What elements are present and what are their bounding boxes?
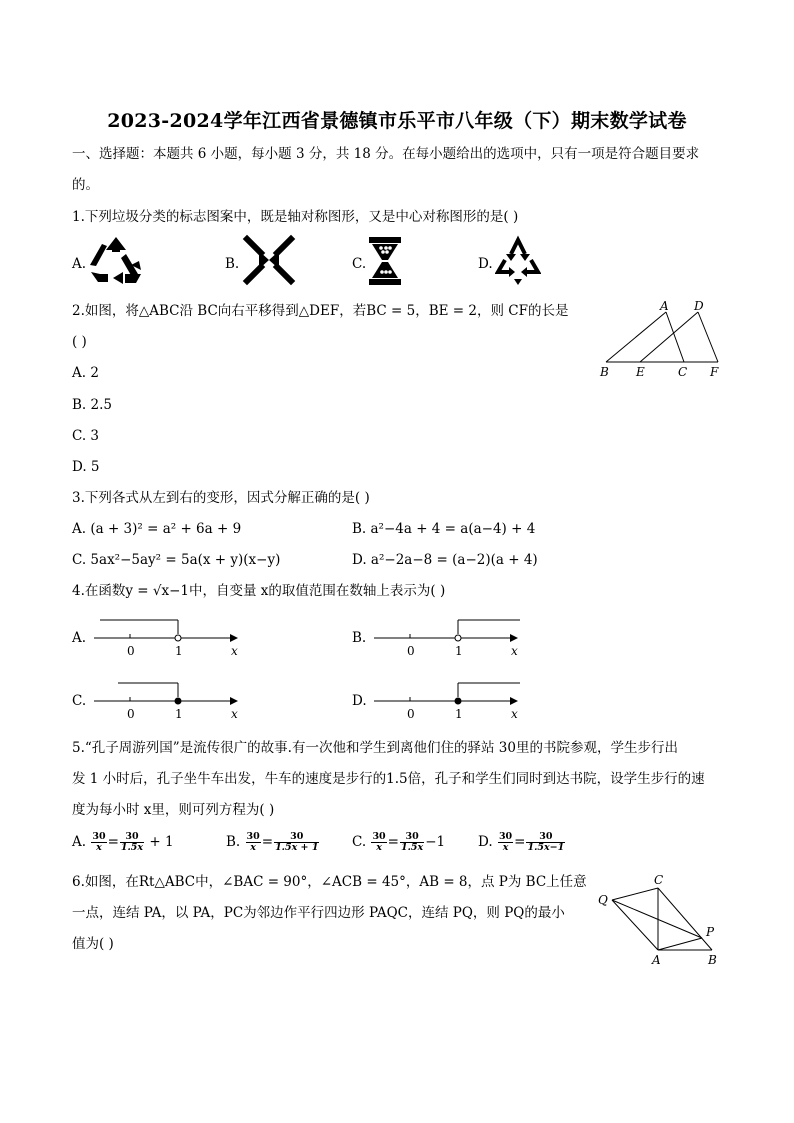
q2-stem: 2.如图，将△ABC沿 BC向右平移得到△DEF，若BC = 5，BE = 2，则 CF的长是 bbox=[72, 303, 569, 319]
q3-option-a: A. (a + 3)² = a² + 6a + 9 bbox=[72, 521, 242, 537]
q5-option-a: A. $\frac{30}{x}$ = $\frac{30}{1.5x}$ + 1 bbox=[72, 831, 174, 853]
recycle-triangle-icon bbox=[86, 234, 146, 286]
label-c: C bbox=[678, 365, 688, 379]
q4-numberline-a bbox=[90, 612, 250, 660]
q6-line1: 6.如图，在Rt△ABC中，∠BAC = 90°，∠ACB = 45°，AB = 8，点 P为 BC上任意 bbox=[72, 874, 587, 890]
svg-text:1: 1 bbox=[455, 707, 463, 721]
q4-stem: 4.在函数y = √x−1中，自变量 x的取值范围在数轴上表示为( ) bbox=[72, 583, 446, 599]
section-heading-cont: 的。 bbox=[72, 177, 99, 193]
q4-option-a-label: A. bbox=[72, 630, 87, 646]
q5-option-d: D. $\frac{30}{x}$ = $\frac{30}{1.5x-1}$ bbox=[478, 831, 565, 853]
q3-option-c: C. 5ax²−5ay² = 5a(x + y)(x−y) bbox=[72, 552, 281, 568]
svg-text:0: 0 bbox=[407, 707, 415, 721]
q6-figure bbox=[594, 872, 730, 968]
q1-option-c-label: C. bbox=[352, 256, 367, 272]
q4-numberline-b bbox=[370, 612, 530, 660]
q4-option-b-label: B. bbox=[352, 630, 367, 646]
q5-option-c: C. $\frac{30}{x}$ = $\frac{30}{1.5x}$ −1 bbox=[352, 831, 446, 853]
q2-option-d: D. 5 bbox=[72, 459, 100, 475]
svg-text:x: x bbox=[511, 644, 518, 658]
q1-option-a-label: A. bbox=[72, 256, 87, 272]
label-a: A bbox=[652, 953, 661, 967]
q2-option-c: C. 3 bbox=[72, 428, 100, 444]
q5-line2: 发 1 小时后，孔子坐牛车出发，牛车的速度是步行的1.5倍，孔子和学生们同时到达书院，设学生步行的速 bbox=[72, 771, 705, 787]
broken-triangle-icon bbox=[495, 234, 541, 286]
svg-text:1: 1 bbox=[455, 644, 463, 658]
q5-option-b: B. $\frac{30}{x}$ = $\frac{30}{1.5x + 1}$ bbox=[226, 831, 319, 853]
svg-text:0: 0 bbox=[407, 644, 415, 658]
q5-line1: 5.“孔子周游列国”是流传很广的故事.有一次他和学生到离他们住的驿站 30里的书院参观，学生步行出 bbox=[72, 740, 678, 756]
q4-numberline-d bbox=[370, 675, 530, 723]
label-p: P bbox=[706, 925, 715, 939]
label-c: C bbox=[654, 873, 664, 887]
label-q: Q bbox=[598, 893, 608, 907]
svg-text:1: 1 bbox=[175, 644, 183, 658]
q1-option-b-label: B. bbox=[225, 256, 240, 272]
section-heading: 一、选择题：本题共 6 小题，每小题 3 分，共 18 分。在每小题给出的选项中，只有一项是符合题目要求 bbox=[72, 146, 700, 162]
q4-numberline-c bbox=[90, 675, 250, 723]
q2-option-b: B. 2.5 bbox=[72, 397, 112, 413]
label-b: B bbox=[708, 953, 717, 967]
page-title: 2023-2024学年江西省景德镇市乐平市八年级（下）期末数学试卷 bbox=[107, 110, 687, 132]
q6-line2: 一点，连结 PA，以 PA，PC为邻边作平行四边形 PAQC，连结 PQ，则 PQ的最小 bbox=[72, 905, 565, 921]
q6-line3: 值为( ) bbox=[72, 936, 114, 952]
svg-text:1: 1 bbox=[175, 707, 183, 721]
x-arrows-icon bbox=[242, 234, 296, 286]
label-f: F bbox=[710, 365, 719, 379]
svg-text:x: x bbox=[511, 707, 518, 721]
q2-option-a: A. 2 bbox=[72, 365, 99, 381]
svg-text:0: 0 bbox=[127, 707, 135, 721]
q1-option-d-label: D. bbox=[478, 256, 493, 272]
label-b: B bbox=[600, 365, 609, 379]
label-d: D bbox=[694, 299, 704, 313]
q1-stem: 1.下列垃圾分类的标志图案中，既是轴对称图形，又是中心对称图形的是( ) bbox=[72, 209, 519, 225]
q2-figure bbox=[594, 296, 726, 382]
q3-option-b: B. a²−4a + 4 = a(a−4) + 4 bbox=[352, 521, 536, 537]
q3-stem: 3.下列各式从左到右的变形，因式分解正确的是( ) bbox=[72, 490, 370, 506]
q4-option-d-label: D. bbox=[352, 693, 367, 709]
svg-text:x: x bbox=[231, 707, 238, 721]
q4-option-c-label: C. bbox=[72, 693, 87, 709]
q5-line3: 度为每小时 x里，则可列方程为( ) bbox=[72, 802, 275, 818]
q3-option-d: D. a²−2a−8 = (a−2)(a + 4) bbox=[352, 552, 538, 568]
label-a: A bbox=[660, 299, 669, 313]
hourglass-icon bbox=[368, 236, 402, 286]
svg-text:0: 0 bbox=[127, 644, 135, 658]
label-e: E bbox=[636, 365, 645, 379]
q2-paren: ( ) bbox=[72, 334, 87, 350]
svg-text:x: x bbox=[231, 644, 238, 658]
